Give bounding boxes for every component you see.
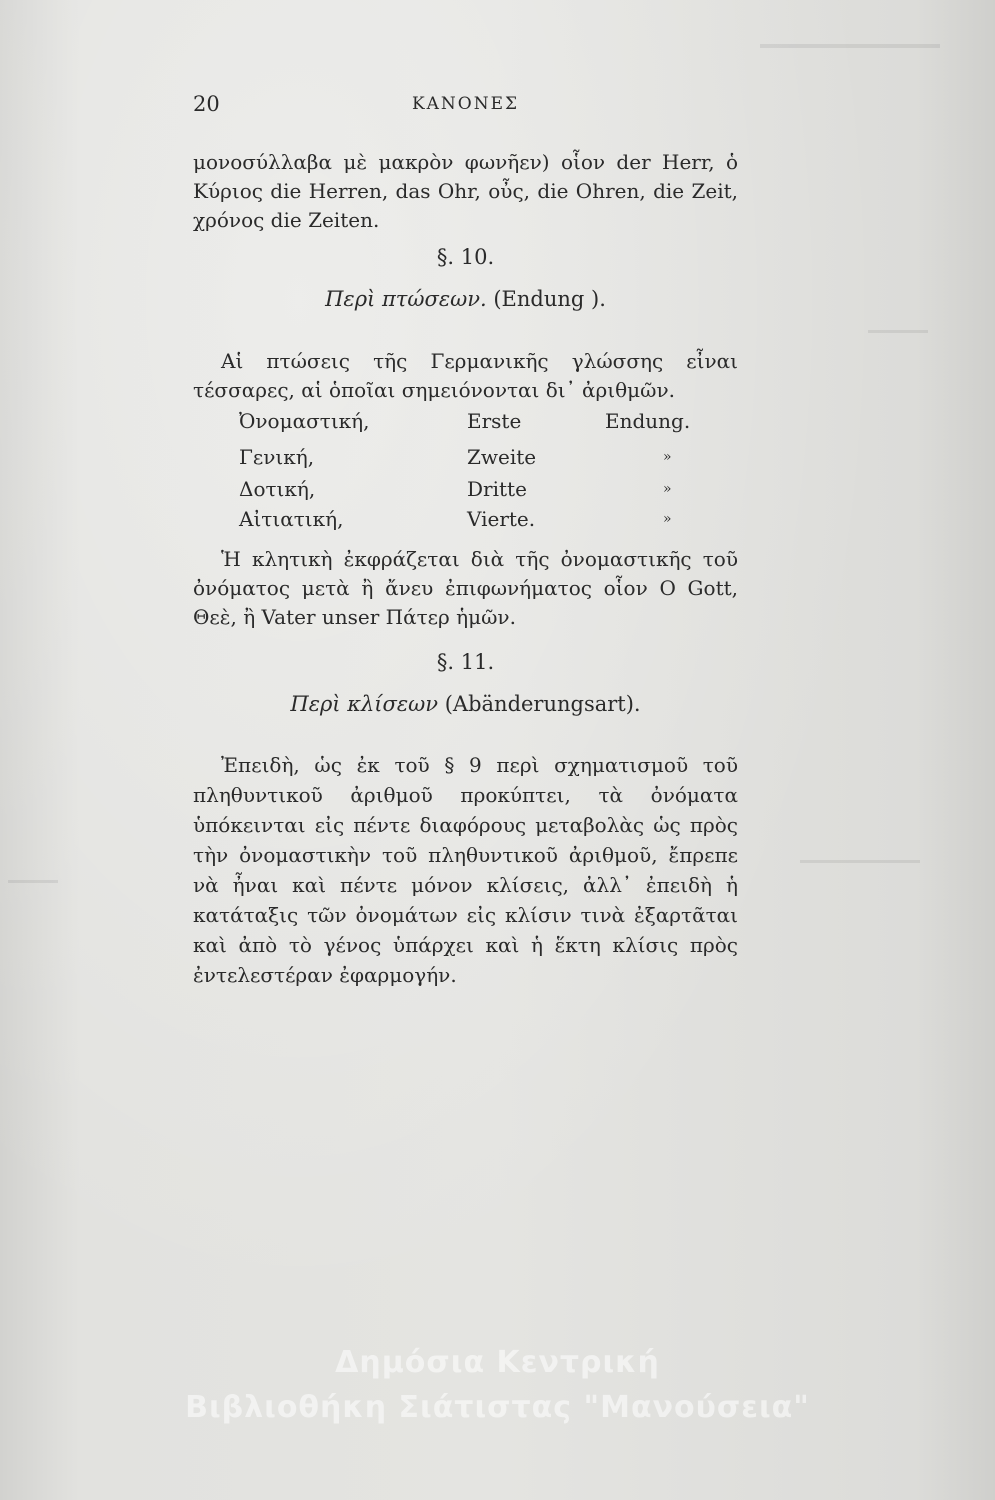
- case-row: [193, 409, 738, 439]
- show-through-mark: [800, 860, 920, 863]
- case-name: Δοτική,: [239, 477, 316, 501]
- section-heading-11-greek: Περὶ κλίσεων: [290, 692, 439, 716]
- section-heading-10: [193, 287, 738, 311]
- case-ending: Endung.: [605, 409, 691, 433]
- page-header: [193, 92, 738, 122]
- library-watermark-line-2: Βιβλιοθήκη Σιάτιστας "Μανούσεια": [185, 1390, 810, 1425]
- intro-paragraph: μονοσύλλαβα μὲ μακρὸν φωνῆεν) οἷον der Herr, ὁ Κύριος die Herren, das Ohr, οὖς, die Ohren, die Zeit, χρόνος die Zeiten.: [193, 150, 738, 232]
- cases-intro-paragraph: Αἱ πτώσεις τῆς Γερμανικῆς γλώσσης εἶναι τέσσαρες, αἱ ὁποῖαι σημειόνονται δι᾽ ἀριθμῶν.: [193, 349, 738, 402]
- section-number-11: §. 11.: [436, 650, 495, 674]
- case-name: Ὀνομαστική,: [239, 409, 370, 433]
- case-name: Αἰτιατική,: [239, 507, 344, 531]
- cases-table: [193, 409, 738, 539]
- show-through-mark: [760, 44, 940, 48]
- case-row: [193, 477, 738, 507]
- section-heading-11-german: (Abänderungsart).: [444, 692, 641, 716]
- page-body: [193, 148, 738, 990]
- section-heading-10-german: (Endung ).: [493, 287, 606, 311]
- case-ending: »: [663, 481, 672, 497]
- section-heading-11: [193, 692, 738, 716]
- case-ending: »: [663, 449, 672, 465]
- vocative-paragraph: Ἡ κλητικὴ ἐκφράζεται διὰ τῆς ὀνομαστικῆς τοῦ ὀνόματος μετὰ ἢ ἄνευ ἐπιφωνήματος οἷον O Gott, Θεὲ, ἢ Vater unser Πάτερ ἡμῶν.: [193, 547, 738, 629]
- case-number: Erste: [467, 409, 522, 433]
- show-through-mark: [868, 330, 928, 333]
- case-row: [193, 507, 738, 537]
- page-number: 20: [193, 92, 220, 116]
- section-number-10: §. 10.: [436, 245, 495, 269]
- case-ending: »: [663, 511, 672, 527]
- case-name: Γενική,: [239, 445, 315, 469]
- case-number: Zweite: [467, 445, 537, 469]
- case-row: [193, 445, 738, 475]
- running-title: ΚΑΝΟΝΕΣ: [411, 94, 520, 114]
- declension-paragraph: Ἐπειδὴ, ὡς ἐκ τοῦ § 9 περὶ σχηματισμοῦ τοῦ πληθυντικοῦ ἀριθμοῦ προκύπτει, τὰ ὀνόματα ὑπόκεινται εἰς πέντε διαφόρους μεταβολὰς ὡς πρὸς τὴν ὀνομαστικὴν τοῦ πληθυντικοῦ ἀριθμοῦ, ἔπρεπε νὰ ἦναι καὶ πέντε μόνον κλίσεις, ἀλλ᾽ ἐπειδὴ ἡ κατάταξις τῶν ὀνομάτων εἰς κλίσιν τινὰ ἐξαρτᾶται καὶ ἀπὸ τὸ γένος ὑπάρχει καὶ ἡ ἕκτη κλίσις πρὸς ἐντελεστέραν ἐφαρμογήν.: [193, 753, 738, 987]
- library-watermark-line-1: Δημόσια Κεντρική: [335, 1345, 660, 1380]
- section-heading-10-greek: Περὶ πτώσεων.: [325, 287, 487, 311]
- case-number: Vierte.: [467, 507, 536, 531]
- case-number: Dritte: [467, 477, 527, 501]
- show-through-mark: [8, 880, 58, 883]
